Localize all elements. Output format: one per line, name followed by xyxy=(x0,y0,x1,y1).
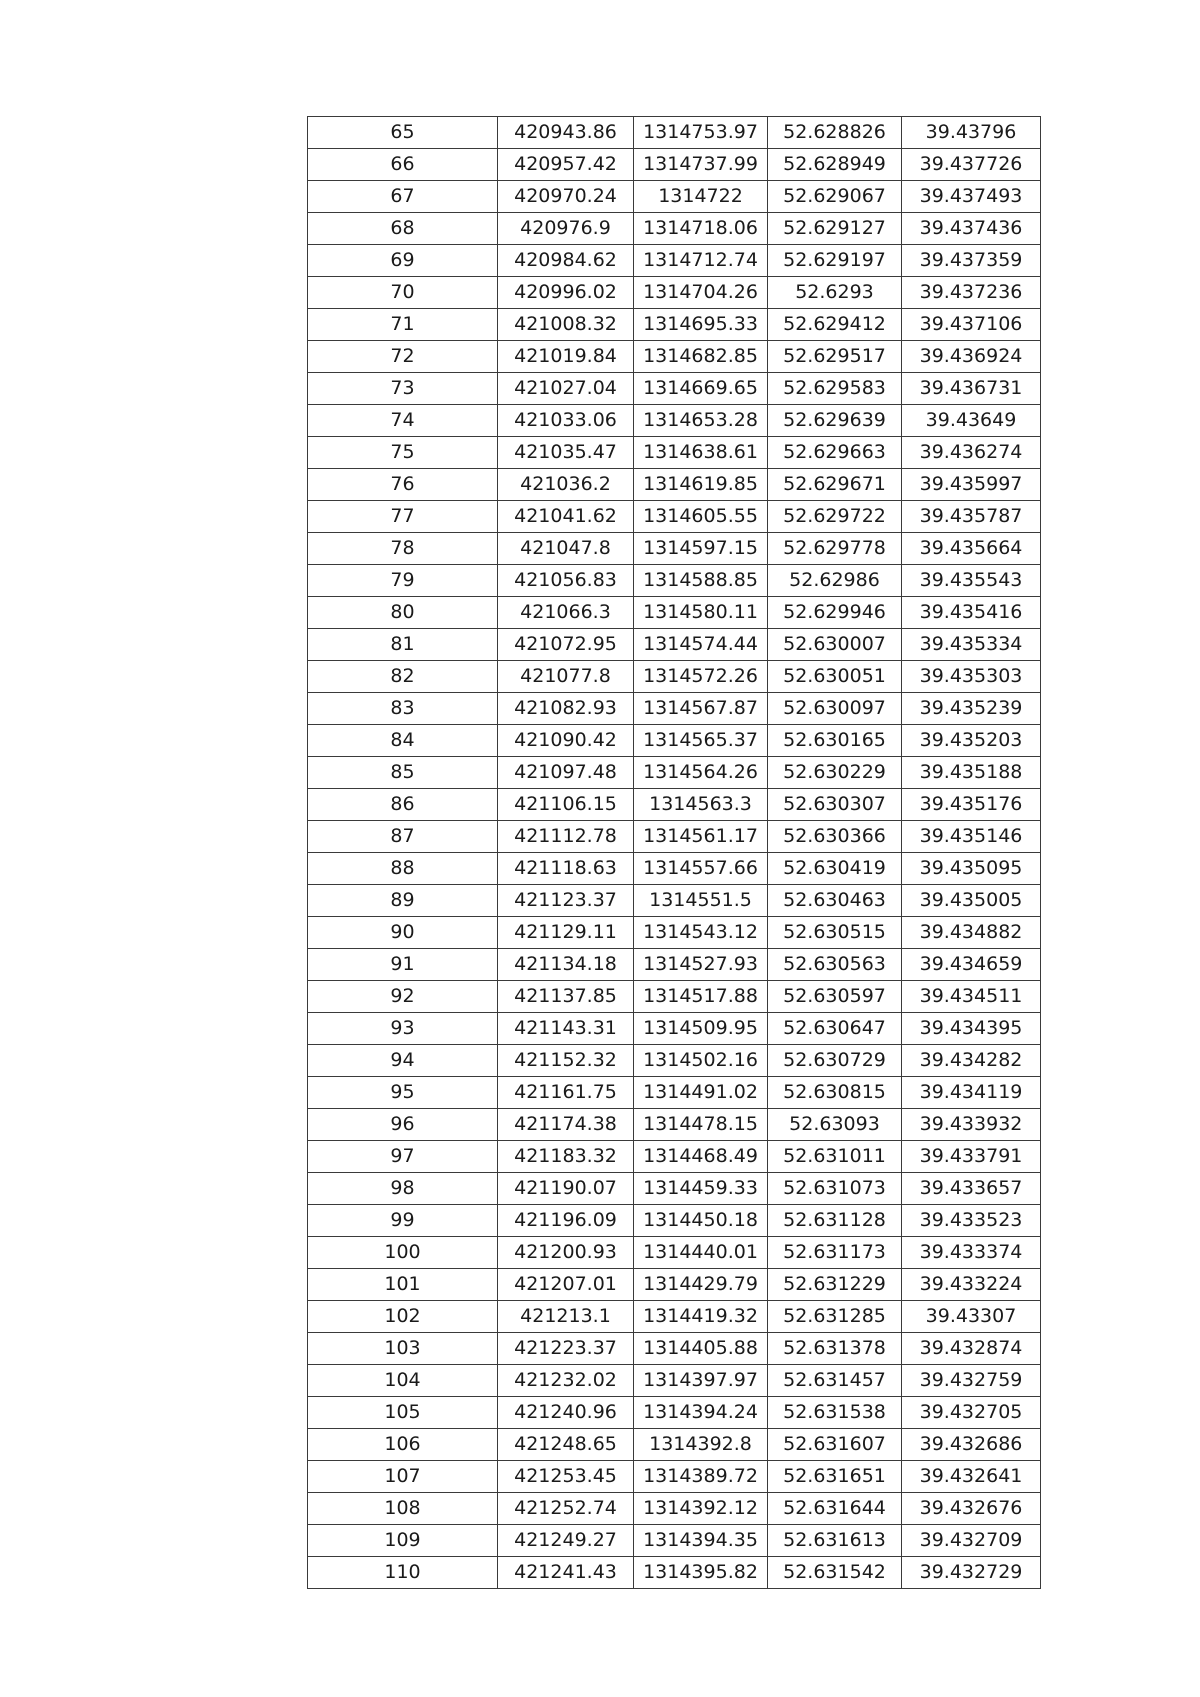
x-coordinate-cell: 421232.02 xyxy=(498,1365,634,1397)
point-number-cell: 105 xyxy=(308,1397,498,1429)
latitude-cell: 52.631285 xyxy=(768,1301,902,1333)
point-number-cell: 83 xyxy=(308,693,498,725)
y-coordinate-cell: 1314509.95 xyxy=(634,1013,768,1045)
x-coordinate-cell: 421213.1 xyxy=(498,1301,634,1333)
y-coordinate-cell: 1314753.97 xyxy=(634,117,768,149)
table-row xyxy=(308,693,1041,725)
y-coordinate-cell: 1314397.97 xyxy=(634,1365,768,1397)
point-number-cell: 71 xyxy=(308,309,498,341)
point-number-cell: 100 xyxy=(308,1237,498,1269)
x-coordinate-cell: 421082.93 xyxy=(498,693,634,725)
latitude-cell: 52.630515 xyxy=(768,917,902,949)
table-row xyxy=(308,1493,1041,1525)
latitude-cell: 52.629197 xyxy=(768,245,902,277)
longitude-cell: 39.432676 xyxy=(902,1493,1041,1525)
latitude-cell: 52.631538 xyxy=(768,1397,902,1429)
x-coordinate-cell: 420957.42 xyxy=(498,149,634,181)
y-coordinate-cell: 1314419.32 xyxy=(634,1301,768,1333)
latitude-cell: 52.6293 xyxy=(768,277,902,309)
x-coordinate-cell: 421047.8 xyxy=(498,533,634,565)
point-number-cell: 109 xyxy=(308,1525,498,1557)
point-number-cell: 79 xyxy=(308,565,498,597)
point-number-cell: 77 xyxy=(308,501,498,533)
x-coordinate-cell: 421033.06 xyxy=(498,405,634,437)
table-row xyxy=(308,309,1041,341)
x-coordinate-cell: 421118.63 xyxy=(498,853,634,885)
table-row xyxy=(308,117,1041,149)
table-row xyxy=(308,181,1041,213)
longitude-cell: 39.436731 xyxy=(902,373,1041,405)
latitude-cell: 52.631651 xyxy=(768,1461,902,1493)
table-row xyxy=(308,789,1041,821)
table-row xyxy=(308,949,1041,981)
longitude-cell: 39.435239 xyxy=(902,693,1041,725)
latitude-cell: 52.629778 xyxy=(768,533,902,565)
table-row xyxy=(308,373,1041,405)
point-number-cell: 67 xyxy=(308,181,498,213)
x-coordinate-cell: 421066.3 xyxy=(498,597,634,629)
point-number-cell: 91 xyxy=(308,949,498,981)
latitude-cell: 52.629517 xyxy=(768,341,902,373)
point-number-cell: 87 xyxy=(308,821,498,853)
y-coordinate-cell: 1314405.88 xyxy=(634,1333,768,1365)
y-coordinate-cell: 1314638.61 xyxy=(634,437,768,469)
x-coordinate-cell: 421134.18 xyxy=(498,949,634,981)
table-row xyxy=(308,341,1041,373)
y-coordinate-cell: 1314588.85 xyxy=(634,565,768,597)
y-coordinate-cell: 1314565.37 xyxy=(634,725,768,757)
x-coordinate-cell: 421090.42 xyxy=(498,725,634,757)
table-row xyxy=(308,853,1041,885)
point-number-cell: 81 xyxy=(308,629,498,661)
x-coordinate-cell: 421241.43 xyxy=(498,1557,634,1589)
longitude-cell: 39.433932 xyxy=(902,1109,1041,1141)
x-coordinate-cell: 421152.32 xyxy=(498,1045,634,1077)
latitude-cell: 52.630007 xyxy=(768,629,902,661)
longitude-cell: 39.436924 xyxy=(902,341,1041,373)
y-coordinate-cell: 1314429.79 xyxy=(634,1269,768,1301)
longitude-cell: 39.432686 xyxy=(902,1429,1041,1461)
point-number-cell: 66 xyxy=(308,149,498,181)
longitude-cell: 39.437236 xyxy=(902,277,1041,309)
longitude-cell: 39.435005 xyxy=(902,885,1041,917)
x-coordinate-cell: 421106.15 xyxy=(498,789,634,821)
longitude-cell: 39.434282 xyxy=(902,1045,1041,1077)
latitude-cell: 52.630097 xyxy=(768,693,902,725)
latitude-cell: 52.630815 xyxy=(768,1077,902,1109)
x-coordinate-cell: 421041.62 xyxy=(498,501,634,533)
table-row xyxy=(308,1173,1041,1205)
x-coordinate-cell: 421077.8 xyxy=(498,661,634,693)
latitude-cell: 52.631542 xyxy=(768,1557,902,1589)
table-row xyxy=(308,1141,1041,1173)
longitude-cell: 39.433791 xyxy=(902,1141,1041,1173)
x-coordinate-cell: 421183.32 xyxy=(498,1141,634,1173)
x-coordinate-cell: 420943.86 xyxy=(498,117,634,149)
x-coordinate-cell: 421056.83 xyxy=(498,565,634,597)
y-coordinate-cell: 1314527.93 xyxy=(634,949,768,981)
point-number-cell: 88 xyxy=(308,853,498,885)
latitude-cell: 52.630419 xyxy=(768,853,902,885)
x-coordinate-cell: 421072.95 xyxy=(498,629,634,661)
table-row xyxy=(308,1013,1041,1045)
x-coordinate-cell: 421174.38 xyxy=(498,1109,634,1141)
latitude-cell: 52.631229 xyxy=(768,1269,902,1301)
point-number-cell: 72 xyxy=(308,341,498,373)
y-coordinate-cell: 1314395.82 xyxy=(634,1557,768,1589)
latitude-cell: 52.629583 xyxy=(768,373,902,405)
coordinates-table-body xyxy=(308,117,1041,1589)
table-row xyxy=(308,1525,1041,1557)
point-number-cell: 108 xyxy=(308,1493,498,1525)
latitude-cell: 52.630051 xyxy=(768,661,902,693)
table-row xyxy=(308,277,1041,309)
table-row xyxy=(308,1429,1041,1461)
table-row xyxy=(308,1109,1041,1141)
table-row xyxy=(308,885,1041,917)
point-number-cell: 74 xyxy=(308,405,498,437)
x-coordinate-cell: 421200.93 xyxy=(498,1237,634,1269)
longitude-cell: 39.435095 xyxy=(902,853,1041,885)
y-coordinate-cell: 1314605.55 xyxy=(634,501,768,533)
point-number-cell: 92 xyxy=(308,981,498,1013)
latitude-cell: 52.629663 xyxy=(768,437,902,469)
point-number-cell: 75 xyxy=(308,437,498,469)
x-coordinate-cell: 421027.04 xyxy=(498,373,634,405)
latitude-cell: 52.629412 xyxy=(768,309,902,341)
point-number-cell: 104 xyxy=(308,1365,498,1397)
latitude-cell: 52.629127 xyxy=(768,213,902,245)
longitude-cell: 39.435787 xyxy=(902,501,1041,533)
longitude-cell: 39.432759 xyxy=(902,1365,1041,1397)
latitude-cell: 52.631644 xyxy=(768,1493,902,1525)
point-number-cell: 106 xyxy=(308,1429,498,1461)
x-coordinate-cell: 421008.32 xyxy=(498,309,634,341)
point-number-cell: 98 xyxy=(308,1173,498,1205)
latitude-cell: 52.631011 xyxy=(768,1141,902,1173)
x-coordinate-cell: 421036.2 xyxy=(498,469,634,501)
x-coordinate-cell: 421196.09 xyxy=(498,1205,634,1237)
x-coordinate-cell: 421112.78 xyxy=(498,821,634,853)
y-coordinate-cell: 1314502.16 xyxy=(634,1045,768,1077)
point-number-cell: 73 xyxy=(308,373,498,405)
longitude-cell: 39.435188 xyxy=(902,757,1041,789)
latitude-cell: 52.62986 xyxy=(768,565,902,597)
table-row xyxy=(308,597,1041,629)
table-row xyxy=(308,501,1041,533)
table-row xyxy=(308,1397,1041,1429)
y-coordinate-cell: 1314450.18 xyxy=(634,1205,768,1237)
y-coordinate-cell: 1314564.26 xyxy=(634,757,768,789)
y-coordinate-cell: 1314712.74 xyxy=(634,245,768,277)
x-coordinate-cell: 421137.85 xyxy=(498,981,634,1013)
longitude-cell: 39.43649 xyxy=(902,405,1041,437)
longitude-cell: 39.432729 xyxy=(902,1557,1041,1589)
table-row xyxy=(308,1301,1041,1333)
latitude-cell: 52.630463 xyxy=(768,885,902,917)
latitude-cell: 52.628826 xyxy=(768,117,902,149)
longitude-cell: 39.437359 xyxy=(902,245,1041,277)
longitude-cell: 39.433523 xyxy=(902,1205,1041,1237)
point-number-cell: 86 xyxy=(308,789,498,821)
longitude-cell: 39.435203 xyxy=(902,725,1041,757)
longitude-cell: 39.436274 xyxy=(902,437,1041,469)
y-coordinate-cell: 1314440.01 xyxy=(634,1237,768,1269)
longitude-cell: 39.435146 xyxy=(902,821,1041,853)
point-number-cell: 93 xyxy=(308,1013,498,1045)
y-coordinate-cell: 1314394.24 xyxy=(634,1397,768,1429)
y-coordinate-cell: 1314704.26 xyxy=(634,277,768,309)
x-coordinate-cell: 421240.96 xyxy=(498,1397,634,1429)
x-coordinate-cell: 421161.75 xyxy=(498,1077,634,1109)
table-row xyxy=(308,1045,1041,1077)
table-row xyxy=(308,1333,1041,1365)
table-row xyxy=(308,245,1041,277)
longitude-cell: 39.433224 xyxy=(902,1269,1041,1301)
x-coordinate-cell: 421123.37 xyxy=(498,885,634,917)
point-number-cell: 70 xyxy=(308,277,498,309)
latitude-cell: 52.631073 xyxy=(768,1173,902,1205)
longitude-cell: 39.433657 xyxy=(902,1173,1041,1205)
latitude-cell: 52.630165 xyxy=(768,725,902,757)
point-number-cell: 85 xyxy=(308,757,498,789)
longitude-cell: 39.43796 xyxy=(902,117,1041,149)
y-coordinate-cell: 1314491.02 xyxy=(634,1077,768,1109)
longitude-cell: 39.435334 xyxy=(902,629,1041,661)
longitude-cell: 39.432709 xyxy=(902,1525,1041,1557)
x-coordinate-cell: 421252.74 xyxy=(498,1493,634,1525)
y-coordinate-cell: 1314392.8 xyxy=(634,1429,768,1461)
latitude-cell: 52.629946 xyxy=(768,597,902,629)
point-number-cell: 78 xyxy=(308,533,498,565)
latitude-cell: 52.63093 xyxy=(768,1109,902,1141)
point-number-cell: 82 xyxy=(308,661,498,693)
table-row xyxy=(308,405,1041,437)
longitude-cell: 39.435997 xyxy=(902,469,1041,501)
longitude-cell: 39.435176 xyxy=(902,789,1041,821)
table-row xyxy=(308,1557,1041,1589)
x-coordinate-cell: 421143.31 xyxy=(498,1013,634,1045)
point-number-cell: 101 xyxy=(308,1269,498,1301)
latitude-cell: 52.631173 xyxy=(768,1237,902,1269)
y-coordinate-cell: 1314543.12 xyxy=(634,917,768,949)
table-row xyxy=(308,757,1041,789)
longitude-cell: 39.434395 xyxy=(902,1013,1041,1045)
point-number-cell: 84 xyxy=(308,725,498,757)
latitude-cell: 52.630647 xyxy=(768,1013,902,1045)
longitude-cell: 39.434659 xyxy=(902,949,1041,981)
y-coordinate-cell: 1314468.49 xyxy=(634,1141,768,1173)
y-coordinate-cell: 1314653.28 xyxy=(634,405,768,437)
table-row xyxy=(308,469,1041,501)
table-row xyxy=(308,1461,1041,1493)
table-row xyxy=(308,661,1041,693)
latitude-cell: 52.631613 xyxy=(768,1525,902,1557)
table-row xyxy=(308,1077,1041,1109)
y-coordinate-cell: 1314557.66 xyxy=(634,853,768,885)
point-number-cell: 65 xyxy=(308,117,498,149)
x-coordinate-cell: 421207.01 xyxy=(498,1269,634,1301)
x-coordinate-cell: 421190.07 xyxy=(498,1173,634,1205)
point-number-cell: 69 xyxy=(308,245,498,277)
y-coordinate-cell: 1314389.72 xyxy=(634,1461,768,1493)
table-row xyxy=(308,1237,1041,1269)
x-coordinate-cell: 421097.48 xyxy=(498,757,634,789)
coordinates-table xyxy=(307,116,1041,1589)
point-number-cell: 94 xyxy=(308,1045,498,1077)
latitude-cell: 52.629639 xyxy=(768,405,902,437)
y-coordinate-cell: 1314392.12 xyxy=(634,1493,768,1525)
latitude-cell: 52.630307 xyxy=(768,789,902,821)
y-coordinate-cell: 1314669.65 xyxy=(634,373,768,405)
x-coordinate-cell: 421019.84 xyxy=(498,341,634,373)
x-coordinate-cell: 421248.65 xyxy=(498,1429,634,1461)
longitude-cell: 39.437106 xyxy=(902,309,1041,341)
y-coordinate-cell: 1314597.15 xyxy=(634,533,768,565)
latitude-cell: 52.631607 xyxy=(768,1429,902,1461)
table-row xyxy=(308,213,1041,245)
x-coordinate-cell: 420970.24 xyxy=(498,181,634,213)
longitude-cell: 39.435664 xyxy=(902,533,1041,565)
longitude-cell: 39.437493 xyxy=(902,181,1041,213)
latitude-cell: 52.631457 xyxy=(768,1365,902,1397)
point-number-cell: 90 xyxy=(308,917,498,949)
y-coordinate-cell: 1314517.88 xyxy=(634,981,768,1013)
table-row xyxy=(308,821,1041,853)
x-coordinate-cell: 421223.37 xyxy=(498,1333,634,1365)
latitude-cell: 52.631378 xyxy=(768,1333,902,1365)
y-coordinate-cell: 1314737.99 xyxy=(634,149,768,181)
y-coordinate-cell: 1314551.5 xyxy=(634,885,768,917)
point-number-cell: 97 xyxy=(308,1141,498,1173)
x-coordinate-cell: 421035.47 xyxy=(498,437,634,469)
longitude-cell: 39.43307 xyxy=(902,1301,1041,1333)
y-coordinate-cell: 1314572.26 xyxy=(634,661,768,693)
table-row xyxy=(308,437,1041,469)
table-row xyxy=(308,565,1041,597)
longitude-cell: 39.435303 xyxy=(902,661,1041,693)
table-row xyxy=(308,981,1041,1013)
point-number-cell: 76 xyxy=(308,469,498,501)
point-number-cell: 96 xyxy=(308,1109,498,1141)
point-number-cell: 107 xyxy=(308,1461,498,1493)
longitude-cell: 39.432705 xyxy=(902,1397,1041,1429)
table-row xyxy=(308,725,1041,757)
longitude-cell: 39.434882 xyxy=(902,917,1041,949)
point-number-cell: 68 xyxy=(308,213,498,245)
y-coordinate-cell: 1314682.85 xyxy=(634,341,768,373)
point-number-cell: 102 xyxy=(308,1301,498,1333)
y-coordinate-cell: 1314695.33 xyxy=(634,309,768,341)
latitude-cell: 52.629722 xyxy=(768,501,902,533)
longitude-cell: 39.432641 xyxy=(902,1461,1041,1493)
longitude-cell: 39.435416 xyxy=(902,597,1041,629)
table-row xyxy=(308,149,1041,181)
x-coordinate-cell: 421253.45 xyxy=(498,1461,634,1493)
longitude-cell: 39.433374 xyxy=(902,1237,1041,1269)
point-number-cell: 80 xyxy=(308,597,498,629)
table-row xyxy=(308,1365,1041,1397)
y-coordinate-cell: 1314478.15 xyxy=(634,1109,768,1141)
table-row xyxy=(308,629,1041,661)
table-row xyxy=(308,1205,1041,1237)
y-coordinate-cell: 1314394.35 xyxy=(634,1525,768,1557)
longitude-cell: 39.437436 xyxy=(902,213,1041,245)
x-coordinate-cell: 420996.02 xyxy=(498,277,634,309)
y-coordinate-cell: 1314561.17 xyxy=(634,821,768,853)
longitude-cell: 39.432874 xyxy=(902,1333,1041,1365)
y-coordinate-cell: 1314722 xyxy=(634,181,768,213)
latitude-cell: 52.630729 xyxy=(768,1045,902,1077)
latitude-cell: 52.631128 xyxy=(768,1205,902,1237)
point-number-cell: 103 xyxy=(308,1333,498,1365)
table-row xyxy=(308,533,1041,565)
latitude-cell: 52.630597 xyxy=(768,981,902,1013)
point-number-cell: 89 xyxy=(308,885,498,917)
y-coordinate-cell: 1314718.06 xyxy=(634,213,768,245)
y-coordinate-cell: 1314563.3 xyxy=(634,789,768,821)
y-coordinate-cell: 1314580.11 xyxy=(634,597,768,629)
latitude-cell: 52.630366 xyxy=(768,821,902,853)
x-coordinate-cell: 420976.9 xyxy=(498,213,634,245)
longitude-cell: 39.434119 xyxy=(902,1077,1041,1109)
latitude-cell: 52.629671 xyxy=(768,469,902,501)
longitude-cell: 39.434511 xyxy=(902,981,1041,1013)
latitude-cell: 52.628949 xyxy=(768,149,902,181)
x-coordinate-cell: 420984.62 xyxy=(498,245,634,277)
longitude-cell: 39.437726 xyxy=(902,149,1041,181)
y-coordinate-cell: 1314619.85 xyxy=(634,469,768,501)
point-number-cell: 95 xyxy=(308,1077,498,1109)
latitude-cell: 52.630229 xyxy=(768,757,902,789)
table-row xyxy=(308,1269,1041,1301)
point-number-cell: 110 xyxy=(308,1557,498,1589)
latitude-cell: 52.629067 xyxy=(768,181,902,213)
latitude-cell: 52.630563 xyxy=(768,949,902,981)
longitude-cell: 39.435543 xyxy=(902,565,1041,597)
y-coordinate-cell: 1314459.33 xyxy=(634,1173,768,1205)
y-coordinate-cell: 1314574.44 xyxy=(634,629,768,661)
y-coordinate-cell: 1314567.87 xyxy=(634,693,768,725)
point-number-cell: 99 xyxy=(308,1205,498,1237)
table-row xyxy=(308,917,1041,949)
x-coordinate-cell: 421249.27 xyxy=(498,1525,634,1557)
x-coordinate-cell: 421129.11 xyxy=(498,917,634,949)
